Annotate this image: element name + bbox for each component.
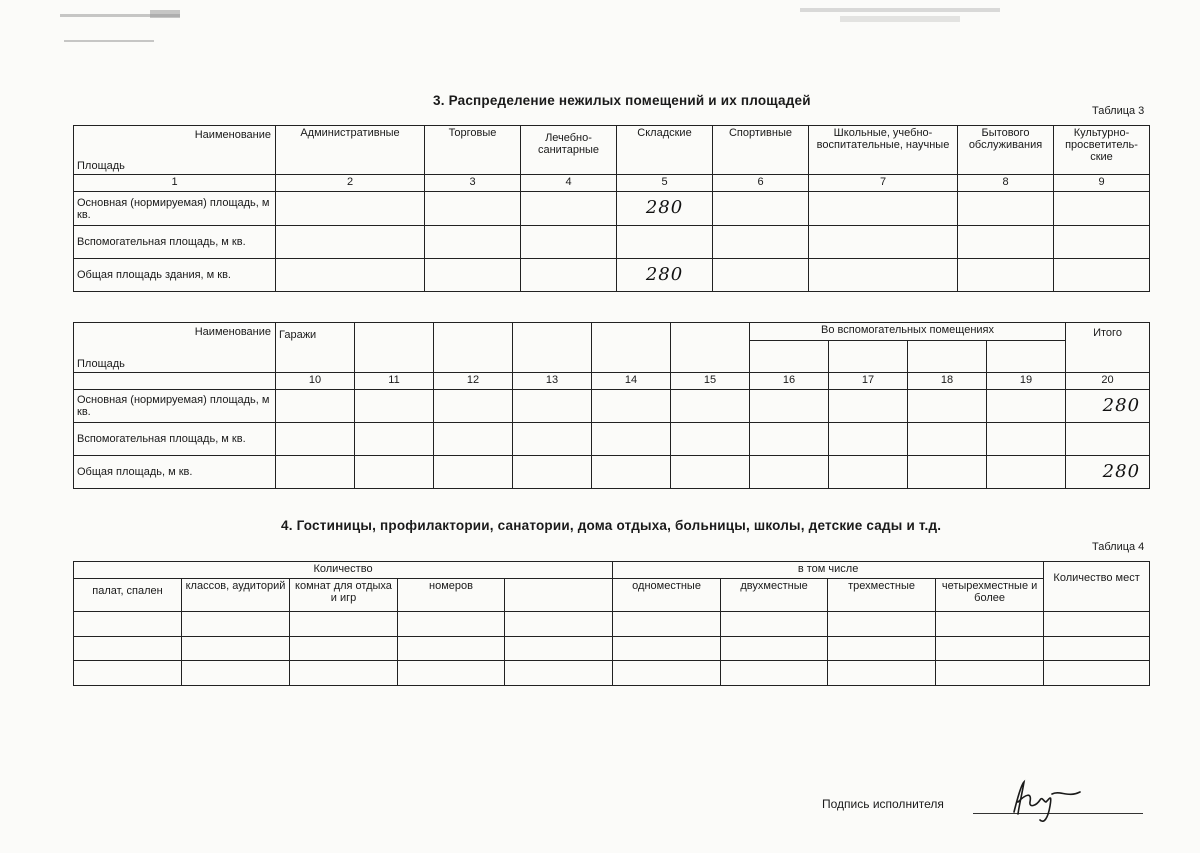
col-number: 13 — [513, 373, 592, 390]
cell[interactable] — [276, 423, 355, 456]
col-header-places: Количество мест — [1044, 562, 1150, 612]
cell[interactable] — [355, 423, 434, 456]
cell[interactable] — [908, 390, 987, 423]
cell[interactable] — [74, 661, 182, 686]
col-number: 11 — [355, 373, 434, 390]
cell[interactable] — [958, 259, 1054, 292]
col-number: 20 — [1066, 373, 1150, 390]
cell-total-total[interactable] — [1066, 456, 1150, 489]
cell[interactable] — [829, 423, 908, 456]
col-header-trade: Торговые — [425, 126, 521, 175]
handwritten-value — [1069, 424, 1146, 430]
row-label-main-area: Основная (нормируемая) площадь, м кв. — [74, 390, 276, 423]
table-row — [74, 226, 1150, 259]
cell[interactable] — [828, 637, 936, 661]
col-header-double: двухместные — [721, 579, 828, 612]
corner-area-label: Площадь — [77, 358, 125, 370]
cell[interactable] — [505, 612, 613, 637]
cell[interactable] — [355, 456, 434, 489]
table-row — [74, 612, 1150, 637]
handwritten-value: 280 — [645, 264, 684, 285]
cell[interactable] — [290, 612, 398, 637]
cell[interactable] — [513, 423, 592, 456]
col-header-wards: палат, спален — [74, 579, 182, 612]
cell[interactable] — [182, 637, 290, 661]
cell[interactable] — [613, 661, 721, 686]
cell[interactable] — [398, 637, 505, 661]
cell-storage-main[interactable] — [617, 192, 713, 226]
cell[interactable] — [74, 637, 182, 661]
cell[interactable] — [182, 612, 290, 637]
cell[interactable] — [987, 423, 1066, 456]
cell[interactable] — [750, 456, 829, 489]
col-header-empty — [829, 341, 908, 373]
col-number: 6 — [713, 175, 809, 192]
table4 — [73, 561, 1150, 686]
scan-artifact — [150, 10, 180, 18]
col-number: 4 — [521, 175, 617, 192]
scan-artifact — [64, 40, 154, 42]
cell[interactable] — [987, 390, 1066, 423]
col-number: 18 — [908, 373, 987, 390]
cell[interactable] — [1044, 612, 1150, 637]
col-header-household: Бытового обслуживания — [958, 126, 1054, 175]
signature-scribble-icon — [1000, 772, 1090, 828]
group-header-aux-premises: Во вспомогательных помещениях — [750, 323, 1066, 341]
table-row — [74, 423, 1150, 456]
cell[interactable] — [613, 637, 721, 661]
column-number-row — [74, 175, 1150, 192]
cell[interactable] — [592, 423, 671, 456]
cell[interactable] — [276, 390, 355, 423]
table-row — [74, 456, 1150, 489]
col-number: 16 — [750, 373, 829, 390]
cell[interactable] — [936, 612, 1044, 637]
col-header-classes: классов, аудиторий — [182, 579, 290, 612]
corner-name-label: Наименование — [194, 326, 271, 338]
cell[interactable] — [721, 661, 828, 686]
col-number: 12 — [434, 373, 513, 390]
scan-artifact — [840, 16, 960, 22]
col-header-empty — [908, 341, 987, 373]
row-label-total-area: Общая площадь здания, м кв. — [74, 259, 276, 292]
col-number: 10 — [276, 373, 355, 390]
col-number: 3 — [425, 175, 521, 192]
cell[interactable] — [434, 390, 513, 423]
cell[interactable] — [592, 456, 671, 489]
cell[interactable] — [671, 456, 750, 489]
col-header-school: Школьные, учебно-воспитательные, научные — [809, 126, 958, 175]
col-number: 1 — [74, 175, 276, 192]
cell[interactable] — [521, 259, 617, 292]
col-header-empty — [505, 579, 613, 612]
col-header-rooms: номеров — [398, 579, 505, 612]
col-header-empty — [434, 323, 513, 373]
cell[interactable] — [521, 226, 617, 259]
col-header-total: Итого — [1066, 323, 1150, 373]
cell[interactable] — [809, 259, 958, 292]
col-header-empty — [750, 341, 829, 373]
cell[interactable] — [1044, 637, 1150, 661]
col-header-empty — [987, 341, 1066, 373]
column-number-row — [74, 373, 1150, 390]
col-header-rest-rooms: комнат для отдыха и игр — [290, 579, 398, 612]
group-header-quantity: Количество — [74, 562, 613, 579]
cell[interactable] — [828, 612, 936, 637]
table-row — [74, 637, 1150, 661]
cell[interactable] — [809, 192, 958, 226]
table3 — [73, 125, 1150, 292]
table-row — [74, 390, 1150, 423]
col-header-empty — [592, 323, 671, 373]
table-row — [74, 661, 1150, 686]
cell[interactable] — [958, 192, 1054, 226]
scan-artifact — [800, 8, 1000, 12]
cell[interactable] — [425, 192, 521, 226]
handwritten-value — [620, 227, 709, 233]
col-header-sport: Спортивные — [713, 126, 809, 175]
cell[interactable] — [290, 637, 398, 661]
cell[interactable] — [750, 423, 829, 456]
row-label-main-area: Основная (нормируемая) площадь, м кв. — [74, 192, 276, 226]
cell[interactable] — [434, 456, 513, 489]
row-label-total-area: Общая площадь, м кв. — [74, 456, 276, 489]
cell[interactable] — [513, 456, 592, 489]
table3-continued — [73, 322, 1150, 489]
table3b-corner-cell — [74, 323, 276, 373]
cell[interactable] — [276, 226, 425, 259]
table-row — [74, 192, 1150, 226]
col-number: 7 — [809, 175, 958, 192]
col-number: 19 — [987, 373, 1066, 390]
col-header-admin: Административные — [276, 126, 425, 175]
cell[interactable] — [505, 637, 613, 661]
cell[interactable] — [290, 661, 398, 686]
col-header-empty — [513, 323, 592, 373]
cell[interactable] — [750, 390, 829, 423]
cell[interactable] — [671, 390, 750, 423]
cell[interactable] — [721, 612, 828, 637]
cell[interactable] — [425, 259, 521, 292]
cell[interactable] — [958, 226, 1054, 259]
cell[interactable] — [829, 456, 908, 489]
cell-total-main[interactable] — [1066, 390, 1150, 423]
cell[interactable] — [592, 390, 671, 423]
col-header-quad: четырехместные и более — [936, 579, 1044, 612]
cell[interactable] — [713, 192, 809, 226]
col-header-garages: Гаражи — [276, 323, 355, 373]
col-number: 14 — [592, 373, 671, 390]
table3-corner-cell — [74, 126, 276, 175]
cell[interactable] — [1054, 226, 1150, 259]
col-header-triple: трехместные — [828, 579, 936, 612]
cell[interactable] — [398, 661, 505, 686]
cell[interactable] — [425, 226, 521, 259]
cell[interactable] — [721, 637, 828, 661]
row-label-aux-area: Вспомогательная площадь, м кв. — [74, 423, 276, 456]
table4-label: Таблица 4 — [1092, 541, 1145, 553]
col-header-single: одноместные — [613, 579, 721, 612]
section3-title: 3. Распределение нежилых помещений и их площадей — [433, 93, 811, 108]
cell[interactable] — [1044, 661, 1150, 686]
cell[interactable] — [828, 661, 936, 686]
corner-area-label: Площадь — [77, 160, 125, 172]
handwritten-value: 280 — [1102, 461, 1141, 482]
cell[interactable] — [713, 226, 809, 259]
cell[interactable] — [74, 612, 182, 637]
handwritten-value: 280 — [645, 197, 684, 218]
cell-storage-total[interactable] — [617, 259, 713, 292]
cell-storage-aux[interactable] — [617, 226, 713, 259]
col-number: 9 — [1054, 175, 1150, 192]
table3-label: Таблица 3 — [1092, 105, 1145, 117]
col-number: 2 — [276, 175, 425, 192]
cell[interactable] — [936, 637, 1044, 661]
col-header-empty — [671, 323, 750, 373]
col-number: 8 — [958, 175, 1054, 192]
cell[interactable] — [936, 661, 1044, 686]
cell[interactable] — [908, 423, 987, 456]
cell[interactable] — [809, 226, 958, 259]
col-number: 5 — [617, 175, 713, 192]
signature-label: Подпись исполнителя — [822, 797, 944, 811]
col-header-empty — [355, 323, 434, 373]
cell[interactable] — [613, 612, 721, 637]
cell[interactable] — [521, 192, 617, 226]
cell[interactable] — [276, 456, 355, 489]
cell[interactable] — [276, 192, 425, 226]
group-header-including: в том числе — [613, 562, 1044, 579]
cell[interactable] — [1054, 259, 1150, 292]
cell[interactable] — [908, 456, 987, 489]
row-label-aux-area: Вспомогательная площадь, м кв. — [74, 226, 276, 259]
handwritten-value: 280 — [1102, 395, 1141, 416]
col-header-storage: Складские — [617, 126, 713, 175]
col-header-cultural: Культурно-просветитель-ские — [1054, 126, 1150, 175]
cell[interactable] — [1054, 192, 1150, 226]
cell[interactable] — [182, 661, 290, 686]
cell[interactable] — [434, 423, 513, 456]
corner-name-label: Наименование — [194, 129, 271, 141]
cell[interactable] — [713, 259, 809, 292]
col-number: 17 — [829, 373, 908, 390]
cell-total-aux[interactable] — [1066, 423, 1150, 456]
cell[interactable] — [398, 612, 505, 637]
cell[interactable] — [355, 390, 434, 423]
cell[interactable] — [987, 456, 1066, 489]
col-number: 15 — [671, 373, 750, 390]
table-row — [74, 259, 1150, 292]
cell[interactable] — [671, 423, 750, 456]
col-header-medical: Лечебно-санитарные — [521, 126, 617, 175]
section4-title: 4. Гостиницы, профилактории, санатории, дома отдыха, больницы, школы, детские сады и т.д. — [281, 518, 942, 533]
col-number-empty — [74, 373, 276, 390]
cell[interactable] — [276, 259, 425, 292]
cell[interactable] — [513, 390, 592, 423]
cell[interactable] — [829, 390, 908, 423]
cell[interactable] — [505, 661, 613, 686]
